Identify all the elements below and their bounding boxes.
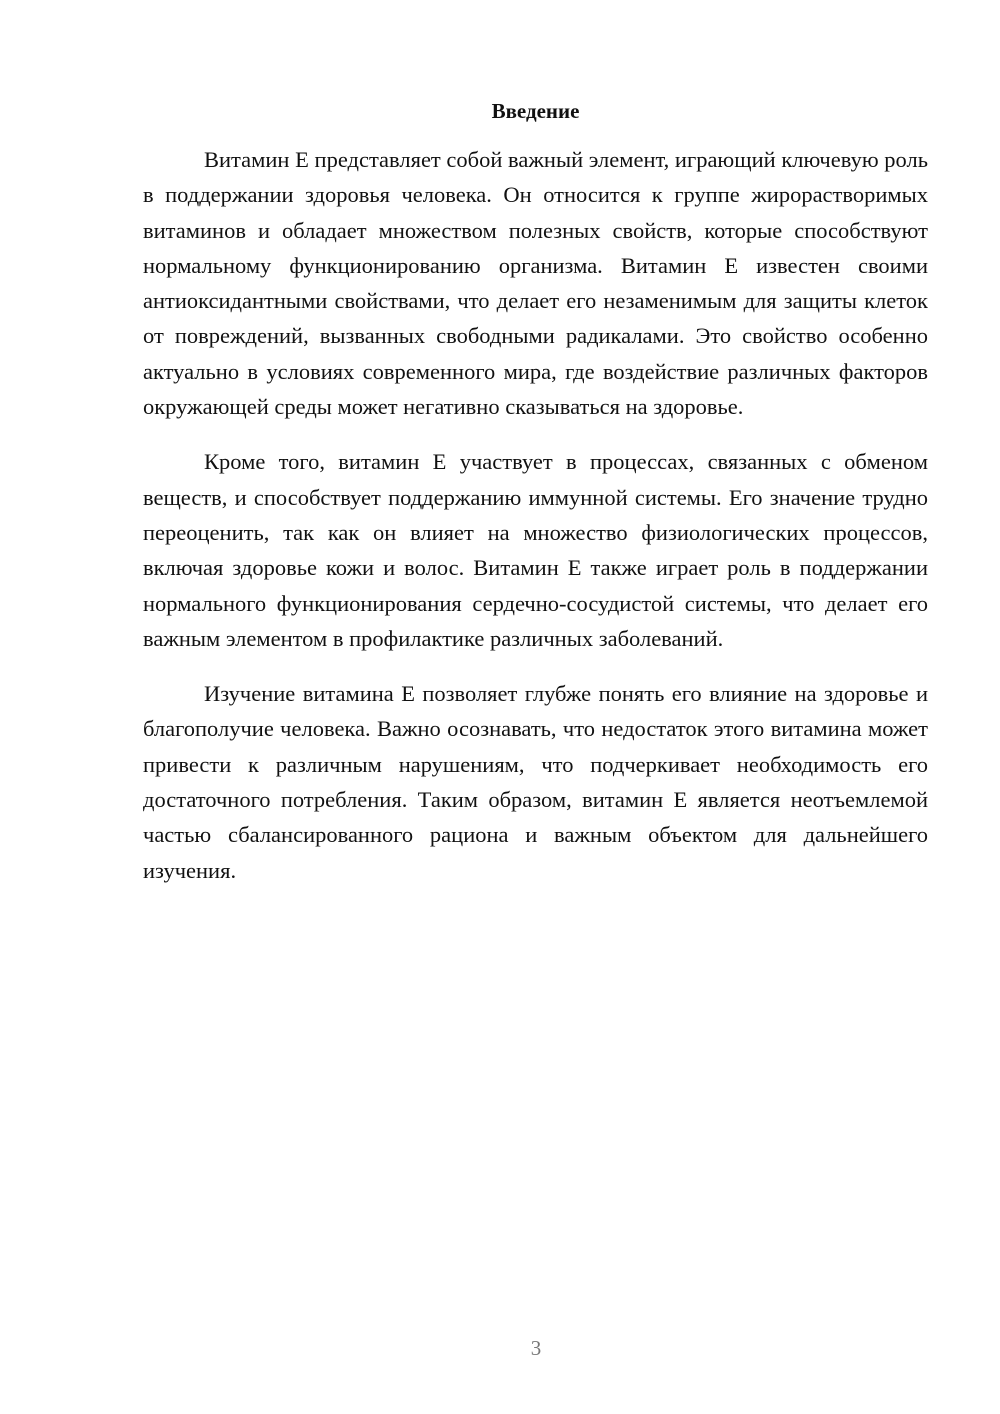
paragraph-3: Изучение витамина Е позволяет глубже понять его влияние на здоровье и благополучие человека. Важно осознавать, что недостаток этого витамина может привести к различным нарушениям, что подчеркивает необходимость его достаточного потребления. Таким образом, витамин Е является неотъемлемой частью сбалансированного рациона и важным объектом для дальнейшего изучения. xyxy=(143,681,928,883)
section-title: Введение xyxy=(491,99,580,123)
page-number: 3 xyxy=(530,1336,542,1360)
body-text xyxy=(143,142,928,908)
paragraph-1: Витамин Е представляет собой важный элемент, играющий ключевую роль в поддержании здоровья человека. Он относится к группе жирорастворимых витаминов и обладает множеством полезных свойств, которые способствуют нормальному функционированию организма. Витамин Е известен своими антиоксидантными свойствами, что делает его незаменимым для защиты клеток от повреждений, вызванных свободными радикалами. Это свойство особенно актуально в условиях современного мира, где воздействие различных факторов окружающей среды может негативно сказываться на здоровье. xyxy=(143,147,928,420)
paragraph-2: Кроме того, витамин Е участвует в процессах, связанных с обменом веществ, и способствует поддержанию иммунной системы. Его значение трудно переоценить, так как он влияет на множество физиологических процессов, включая здоровье кожи и волос. Витамин Е также играет роль в поддержании нормального функционирования сердечно-сосудистой системы, что делает его важным элементом в профилактике различных заболеваний. xyxy=(143,449,928,651)
